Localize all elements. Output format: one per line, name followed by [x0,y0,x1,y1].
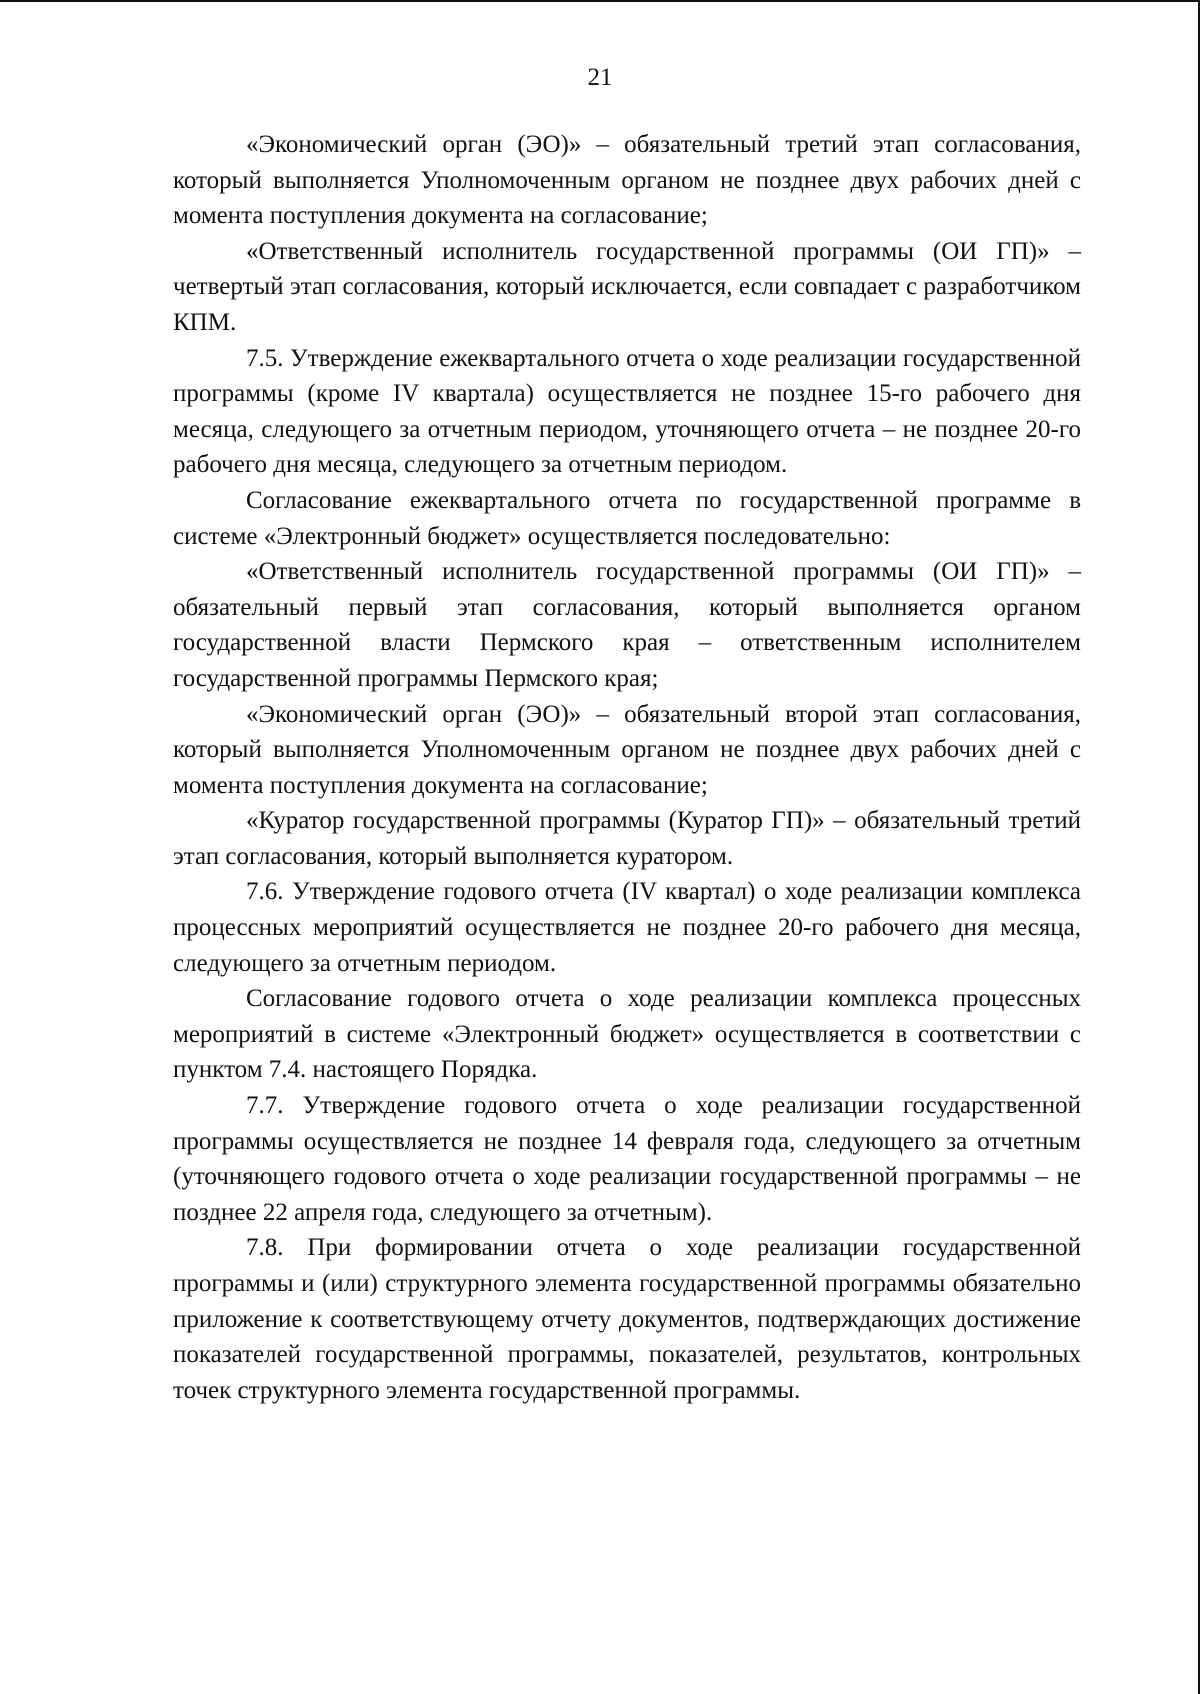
page-number: 21 [587,64,613,91]
paragraph-7-8: 7.8. При формировании отчета о ходе реализации государственной программы и (или) структурного элемента государственной программы обязательно приложение к соответствующему отчету документов, подтверждающих достижение показателей государственной программы, показателей, результатов, контрольных точек структурного элемента государственной программы. [173,1234,1081,1404]
paragraph-oi-gp-first-stage: «Ответственный исполнитель государственной программы (ОИ ГП)» – обязательный первый этап согласования, который выполняется органом государственной власти Пермского края – ответственным исполнителем государственной программы Пермского края; [173,558,1081,692]
paragraph-eo-second-stage: «Экономический орган (ЭО)» – обязательный второй этап согласования, который выполняется Уполномоченным органом не позднее двух рабочих дней с момента поступления документа на согласование; [173,700,1081,799]
paragraph-oi-gp-fourth-stage: «Ответственный исполнитель государственной программы (ОИ ГП)» – четвертый этап согласования, который исключается, если совпадает с разработчиком КПМ. [173,237,1081,336]
document-body [173,127,1081,1408]
paragraph-eo-third-stage: «Экономический орган (ЭО)» – обязательный третий этап согласования, который выполняется Уполномоченным органом не позднее двух рабочих дней с момента поступления документа на согласование; [173,131,1081,230]
paragraph-quarterly-approval-sequence: Согласование ежеквартального отчета по государственной программе в системе «Электронный бюджет» осуществляется последовательно: [173,486,1081,550]
paragraph-7-6: 7.6. Утверждение годового отчета (IV квартал) о ходе реализации комплекса процессных мероприятий осуществляется не позднее 20-го рабочего дня месяца, следующего за отчетным периодом. [173,878,1081,977]
paragraph-7-5: 7.5. Утверждение ежеквартального отчета о ходе реализации государственной программы (кроме IV квартала) осуществляется не позднее 15-го рабочего дня месяца, следующего за отчетным периодом, уточняющего отчета – не позднее 20-го рабочего дня месяца, следующего за отчетным периодом. [173,344,1081,479]
paragraph-curator-third-stage: «Куратор государственной программы (Куратор ГП)» – обязательный третий этап согласования, который выполняется куратором. [173,807,1081,870]
paragraph-7-7: 7.7. Утверждение годового отчета о ходе реализации государственной программы осуществляется не позднее 14 февраля года, следующего за отчетным (уточняющего годового отчета о ходе реализации государственной программы – не позднее 22 апреля года, следующего за отчетным). [173,1092,1081,1226]
paragraph-annual-kpm-approval: Согласование годового отчета о ходе реализации комплекса процессных мероприятий в системе «Электронный бюджет» осуществляется в соответствии с пунктом 7.4. настоящего Порядка. [173,985,1081,1084]
